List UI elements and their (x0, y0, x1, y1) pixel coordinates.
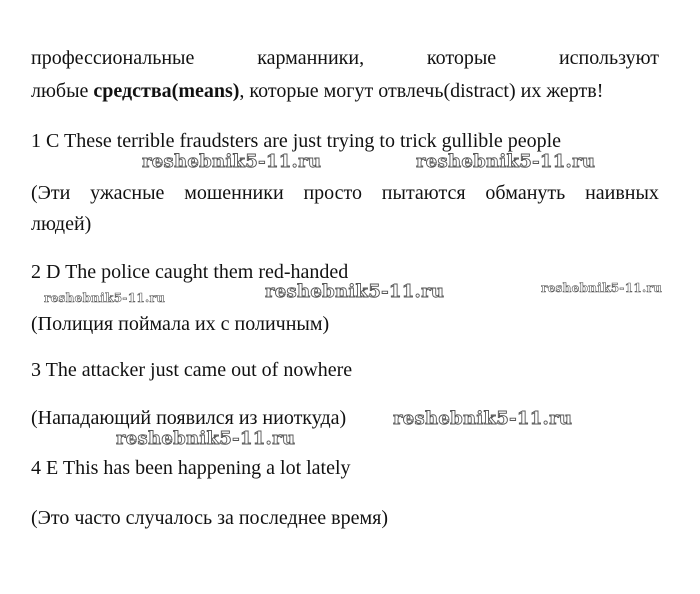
item-2-russian: (Полиция поймала их с поличным) (31, 313, 330, 335)
intro-word: карманники, (257, 47, 365, 69)
russian-word: обмануть (485, 182, 566, 204)
russian-word: (Эти (31, 182, 71, 204)
watermark: reshebnik5-11.ru (142, 151, 322, 172)
intro-prefix: любые (31, 80, 94, 102)
item-3-english: 3 The attacker just came out of nowhere (31, 359, 353, 381)
intro-word: используют (558, 47, 659, 69)
watermark: reshebnik5-11.ru (416, 151, 596, 172)
intro-line-2 (31, 79, 603, 103)
watermark: reshebnik5-11.ru (541, 281, 663, 295)
watermark: reshebnik5-11.ru (116, 428, 296, 449)
item-3-russian: (Нападающий появился из ниоткуда) (31, 407, 347, 429)
item-1-english: 1 C These terrible fraudsters are just trying to trick gullible people (31, 130, 562, 152)
intro-bold-term: средства(means) (93, 80, 240, 102)
item-1-russian-line-1 (31, 181, 659, 205)
item-4-english: 4 E This has been happening a lot lately (31, 457, 351, 479)
watermark: reshebnik5-11.ru (393, 408, 573, 429)
russian-word: мошенники (184, 182, 284, 204)
russian-word: просто (303, 182, 363, 204)
intro-suffix: , которые могут отвлечь(distract) их жертв! (239, 80, 604, 102)
russian-word: ужасные (90, 182, 165, 204)
intro-line-1 (31, 46, 659, 70)
russian-word: наивных (585, 182, 659, 204)
intro-word: которые (426, 47, 497, 69)
item-4-russian: (Это часто случалось за последнее время) (31, 507, 388, 529)
item-1-russian-line-2: людей) (31, 213, 92, 235)
watermark: reshebnik5-11.ru (44, 291, 166, 305)
intro-word: профессиональные (31, 47, 195, 69)
russian-word: пытаются (381, 182, 466, 204)
item-2-english: 2 D The police caught them red-handed (31, 261, 349, 283)
watermark: reshebnik5-11.ru (265, 281, 445, 302)
